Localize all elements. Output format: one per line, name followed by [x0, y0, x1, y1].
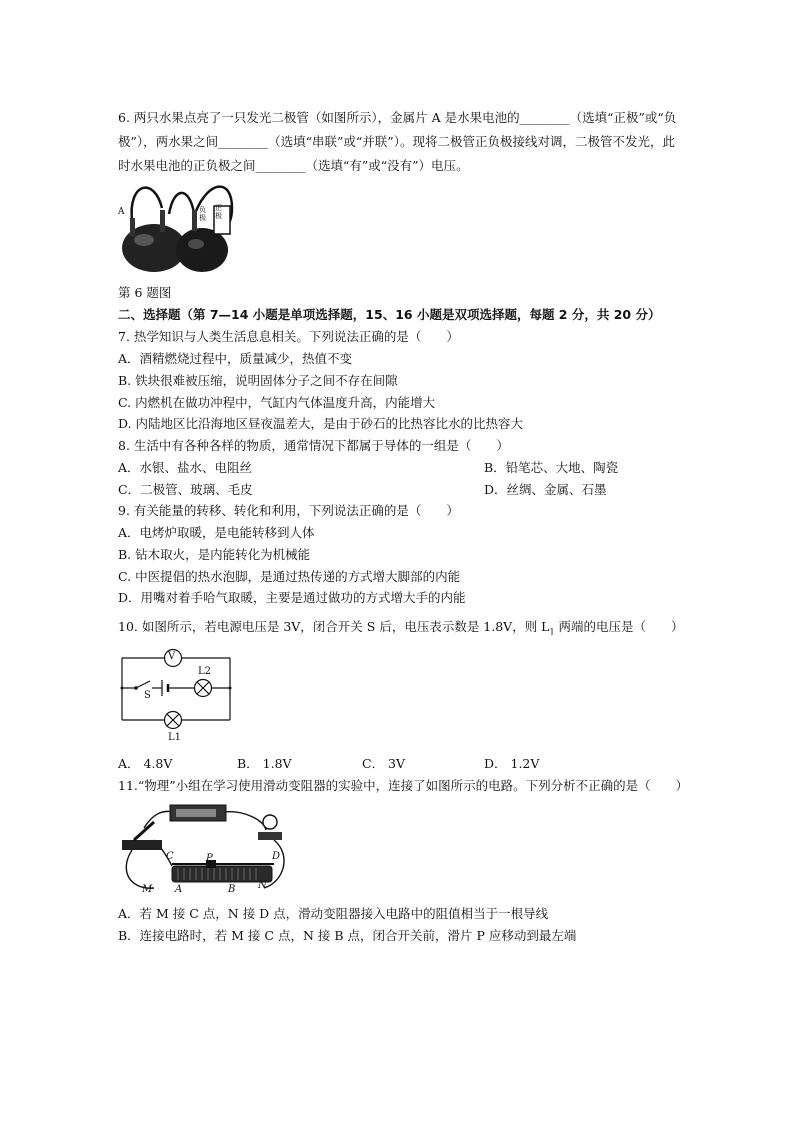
q10-option-d: D． 1.2V [484, 756, 540, 771]
fig6-label-negative: 负极 [199, 206, 206, 222]
fig6-label-positive: 正极 [215, 204, 222, 220]
q9-option-d: D．用嘴对着手哈气取暖，主要是通过做功的方式增大手的内能 [118, 590, 466, 605]
q6-caption: 第 6 题图 [118, 285, 172, 300]
q8-stem: 8. 生活中有各种各样的物质，通常情况下都属于导体的一组是（ ） [118, 438, 509, 453]
q10-option-c: C． 3V [362, 756, 406, 771]
fig11-label-a: A [175, 884, 183, 895]
q8-option-b: B．铅笔芯、大地、陶瓷 [484, 460, 619, 475]
q8-option-a: A．水银、盐水、电阻丝 [118, 460, 253, 475]
q7-option-b: B. 铁块很难被压缩，说明固体分子之间不存在间隙 [118, 373, 398, 388]
q7-option-d: D. 内陆地区比沿海地区昼夜温差大，是由于砂石的比热容比水的比热容大 [118, 416, 524, 431]
q9-option-a: A．电烤炉取暖，是电能转移到人体 [118, 525, 315, 540]
q7-stem: 7. 热学知识与人类生活息息相关。下列说法正确的是（ ） [118, 329, 459, 344]
fig10-l1-label: L1 [168, 732, 182, 743]
q9-option-b: B. 钻木取火，是内能转化为机械能 [118, 547, 311, 562]
q9-option-c: C. 中医提倡的热水泡脚，是通过热传递的方式增大脚部的内能 [118, 569, 461, 584]
fig11-label-m: M [142, 884, 153, 895]
q11-stem: 11.“物理”小组在学习使用滑动变阻器的实验中，连接了如图所示的电路。下列分析不正确的是（ ） [118, 778, 689, 793]
slide-rheostat-figure [114, 800, 294, 900]
fig10-l2-label: L2 [198, 666, 212, 677]
q6-line-1: 6. 两只水果点亮了一只发光二极管（如图所示），金属片 A 是水果电池的________（选填“正极”或“负 [118, 110, 677, 125]
q9-stem: 9. 有关能量的转移、转化和利用，下列说法正确的是（ ） [118, 503, 459, 518]
fig11-label-d: D [272, 851, 281, 862]
q10-stem-after: 两端的电压是（ ） [554, 619, 684, 634]
fruit-battery-figure [114, 178, 244, 278]
q10-stem [118, 619, 684, 641]
fig11-label-n: N [258, 880, 267, 891]
section-2-heading: 二、选择题（第 7—14 小题是单项选择题，15、16 小题是双项选择题，每题 2 分，共 20 分） [118, 307, 661, 322]
fig11-label-c: C [166, 851, 174, 862]
fig10-switch-label: S [144, 690, 151, 701]
q8-option-d: D．丝绸、金属、石墨 [484, 482, 607, 497]
q10-option-b: B． 1.8V [237, 756, 292, 771]
q6-line-3: 时水果电池的正负极之间________（选填“有”或“没有”）电压。 [118, 158, 469, 173]
q7-option-a: A．酒精燃烧过程中，质量减少，热值不变 [118, 351, 353, 366]
q6-line-2: 极”），两水果之间________（选填“串联”或“并联”）。现将二极管正负极接线对调，二极管不发光，此 [118, 134, 675, 149]
fig10-voltmeter-label: V [168, 651, 176, 662]
q10-stem-sub: 1 [549, 627, 555, 637]
q8-option-c: C．二极管、玻璃、毛皮 [118, 482, 253, 497]
q11-option-a: A．若 M 接 C 点，N 接 D 点，滑动变阻器接入电路中的阻值相当于一根导线 [118, 906, 549, 921]
fig11-label-p: P [206, 853, 213, 864]
q10-stem-before: 10. 如图所示，若电源电压是 3V，闭合开关 S 后，电压表示数是 1.8V，则 L [118, 619, 550, 634]
fig11-label-b: B [228, 884, 236, 895]
q10-option-a: A． 4.8V [118, 756, 173, 771]
q11-option-b: B．连接电路时，若 M 接 C 点，N 接 B 点，闭合开关前，滑片 P 应移动到最左端 [118, 928, 577, 943]
q7-option-c: C. 内燃机在做功冲程中，气缸内气体温度升高，内能增大 [118, 395, 436, 410]
fig6-label-a: A [118, 207, 125, 217]
